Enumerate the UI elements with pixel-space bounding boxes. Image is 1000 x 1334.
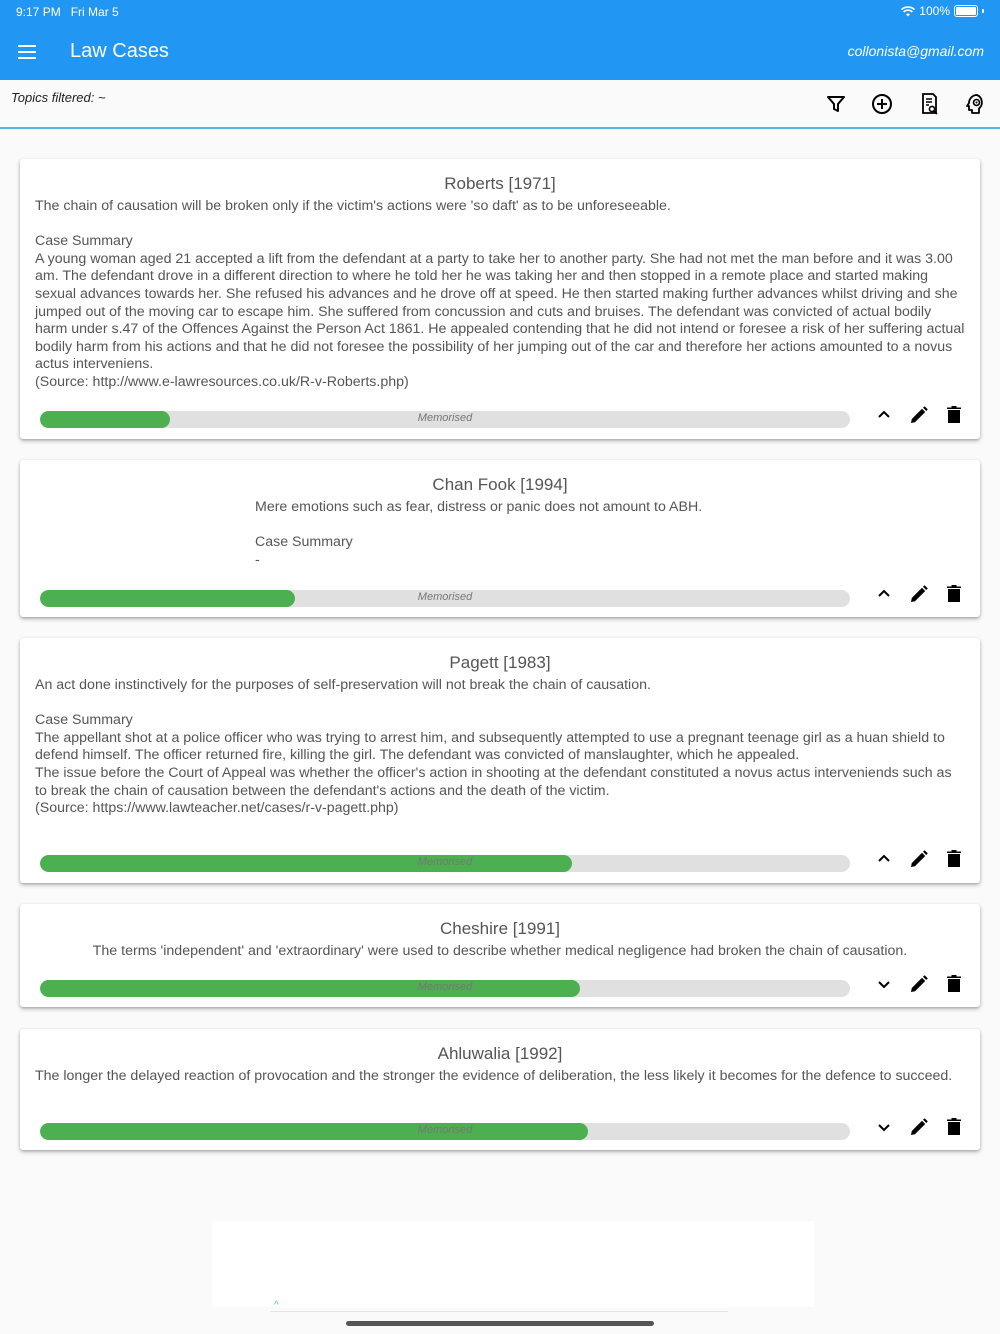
filter-bar [0, 80, 1000, 129]
chevron-down-icon[interactable] [872, 1115, 896, 1139]
case-body [35, 1068, 965, 1086]
delete-icon[interactable] [942, 972, 966, 996]
case-principle: Mere emotions such as fear, distress or panic does not amount to ABH. [255, 499, 703, 515]
delete-icon[interactable] [942, 1115, 966, 1139]
case-principle: The longer the delayed reaction of provocation and the stronger the evidence of deliberation, the less likely it becomes for the defence to succeed. [35, 1068, 953, 1084]
case-title: Roberts [1971] [444, 174, 556, 193]
add-circle-icon [870, 92, 894, 116]
edit-icon[interactable] [907, 1115, 931, 1139]
app-bar [0, 0, 1000, 80]
delete-icon[interactable] [942, 403, 966, 427]
edit-icon[interactable] [907, 972, 931, 996]
menu-button[interactable] [16, 40, 40, 62]
ad-banner[interactable] [212, 1221, 814, 1307]
status-clock: 9:17 PM [16, 5, 61, 19]
spacer [255, 517, 755, 535]
edit-icon[interactable] [907, 403, 931, 427]
case-title: Chan Fook [1994] [432, 475, 568, 494]
filter-button[interactable] [824, 92, 848, 116]
delete-icon[interactable] [942, 582, 966, 606]
menu-icon-bar [18, 57, 36, 59]
edit-icon[interactable] [907, 582, 931, 606]
case-actions [872, 403, 972, 429]
chevron-down-icon[interactable] [872, 972, 896, 996]
user-email[interactable]: collonista@gmail.com [847, 43, 984, 59]
status-time [16, 5, 119, 19]
case-body [255, 499, 755, 569]
chevron-up-icon[interactable] [872, 582, 896, 606]
home-indicator[interactable] [346, 1321, 654, 1326]
chevron-up-icon[interactable] [872, 847, 896, 871]
spacer [35, 216, 965, 234]
status-indicators [901, 4, 984, 18]
case-principle: The chain of causation will be broken only if the victim's actions were 'so daft' as to be unforeseeable. [35, 198, 671, 214]
memorised-progress[interactable] [40, 1123, 850, 1140]
memorised-progress[interactable] [40, 855, 850, 872]
search-document-button[interactable] [917, 92, 941, 116]
case-card[interactable] [20, 904, 980, 1007]
case-summary-heading: Case Summary [35, 712, 133, 729]
document-search-icon [917, 92, 941, 116]
case-body [35, 677, 965, 818]
battery-icon [954, 5, 978, 17]
memorised-progress[interactable] [40, 411, 850, 428]
case-summary-heading: Case Summary [35, 233, 133, 250]
case-actions [872, 972, 972, 998]
case-summary: The appellant shot at a police officer who was trying to arrest him, and subsequently attempted to use a pregnant teenage girl as a huan shield to defend himself. The officer returned fire, killing the girl. The defendant was convicted of manslaughter, which he appealed. The issue before the Court of Appeal was whether the officer's action in shooting at the defendant constituted a novus actus interveniends such as to break the chain of causation between the defendant's actions and the death of the victim. (Source: https://www.lawteacher.net/cases/r-v-pagett.php) [35, 729, 952, 817]
case-summary: A young woman aged 21 accepted a lift from the defendant at a party to take her to another party. She had not met the man before and it was 3.00 am. The defendant drove in a different direction to where he told her he was taking her and then stopped in a remote place and started making sexual advances towards her. She refused his advances and he drove off at speed. He then started making further advances whilst driving and she jumped out of the moving car to escape him. She suffered from concussion and cuts and bruises. The defendant was convicted of actual bodily harm under s.47 of the Offences Against the Person Act 1861. He appealed contending that he did not intend or foresee a risk of her suffering actual bodily harm from his actions and that he did not foresee the possibility of her jumping out of the car and therefore her actions amounted to a novus actus interveniens. (Source: http://www.e-lawresources.co.uk/R-v-Roberts.php) [35, 250, 965, 390]
ad-divider [270, 1311, 728, 1312]
memorised-progress[interactable] [40, 590, 850, 607]
case-body [35, 943, 965, 961]
progress-label: Memorised [417, 1124, 473, 1136]
progress-label: Memorised [417, 412, 473, 424]
edit-icon[interactable] [907, 847, 931, 871]
case-actions [872, 1115, 972, 1141]
menu-icon-bar [18, 51, 36, 53]
menu-icon-bar [18, 45, 36, 47]
case-card[interactable] [20, 1029, 980, 1150]
case-body [35, 198, 965, 392]
case-summary-heading: Case Summary [255, 534, 353, 551]
case-principle: The terms 'independent' and 'extraordinary' were used to describe whether medical negligence had broken the chain of causation. [92, 943, 908, 959]
brain-settings-icon [964, 92, 988, 116]
case-title: Cheshire [1991] [439, 919, 561, 938]
battery-percent: 100% [919, 4, 950, 18]
memorised-progress[interactable] [40, 980, 850, 997]
battery-tip [982, 9, 984, 13]
study-settings-button[interactable] [964, 92, 988, 116]
case-card[interactable] [20, 159, 980, 439]
case-actions [872, 847, 972, 873]
case-card[interactable] [20, 638, 980, 883]
progress-label: Memorised [417, 591, 473, 603]
case-actions [872, 582, 972, 608]
status-date: Fri Mar 5 [70, 5, 119, 19]
ad-chevron-icon[interactable]: ^ [274, 1300, 279, 1311]
case-title: Pagett [1983] [449, 653, 551, 672]
progress-label: Memorised [417, 981, 473, 993]
case-summary: - [255, 551, 260, 568]
filter-icon [824, 92, 848, 116]
delete-icon[interactable] [942, 847, 966, 871]
wifi-icon [901, 6, 915, 17]
spacer [35, 695, 965, 713]
case-principle: An act done instinctively for the purposes of self-preservation will not break the chain of causation. [35, 677, 651, 693]
case-title: Ahluwalia [1992] [437, 1044, 563, 1063]
page-title: Law Cases [70, 40, 169, 62]
progress-label: Memorised [417, 856, 473, 868]
topics-filter-label: Topics filtered: ~ [11, 90, 106, 105]
case-card[interactable] [20, 460, 980, 617]
chevron-up-icon[interactable] [872, 403, 896, 427]
add-case-button[interactable] [870, 92, 894, 116]
